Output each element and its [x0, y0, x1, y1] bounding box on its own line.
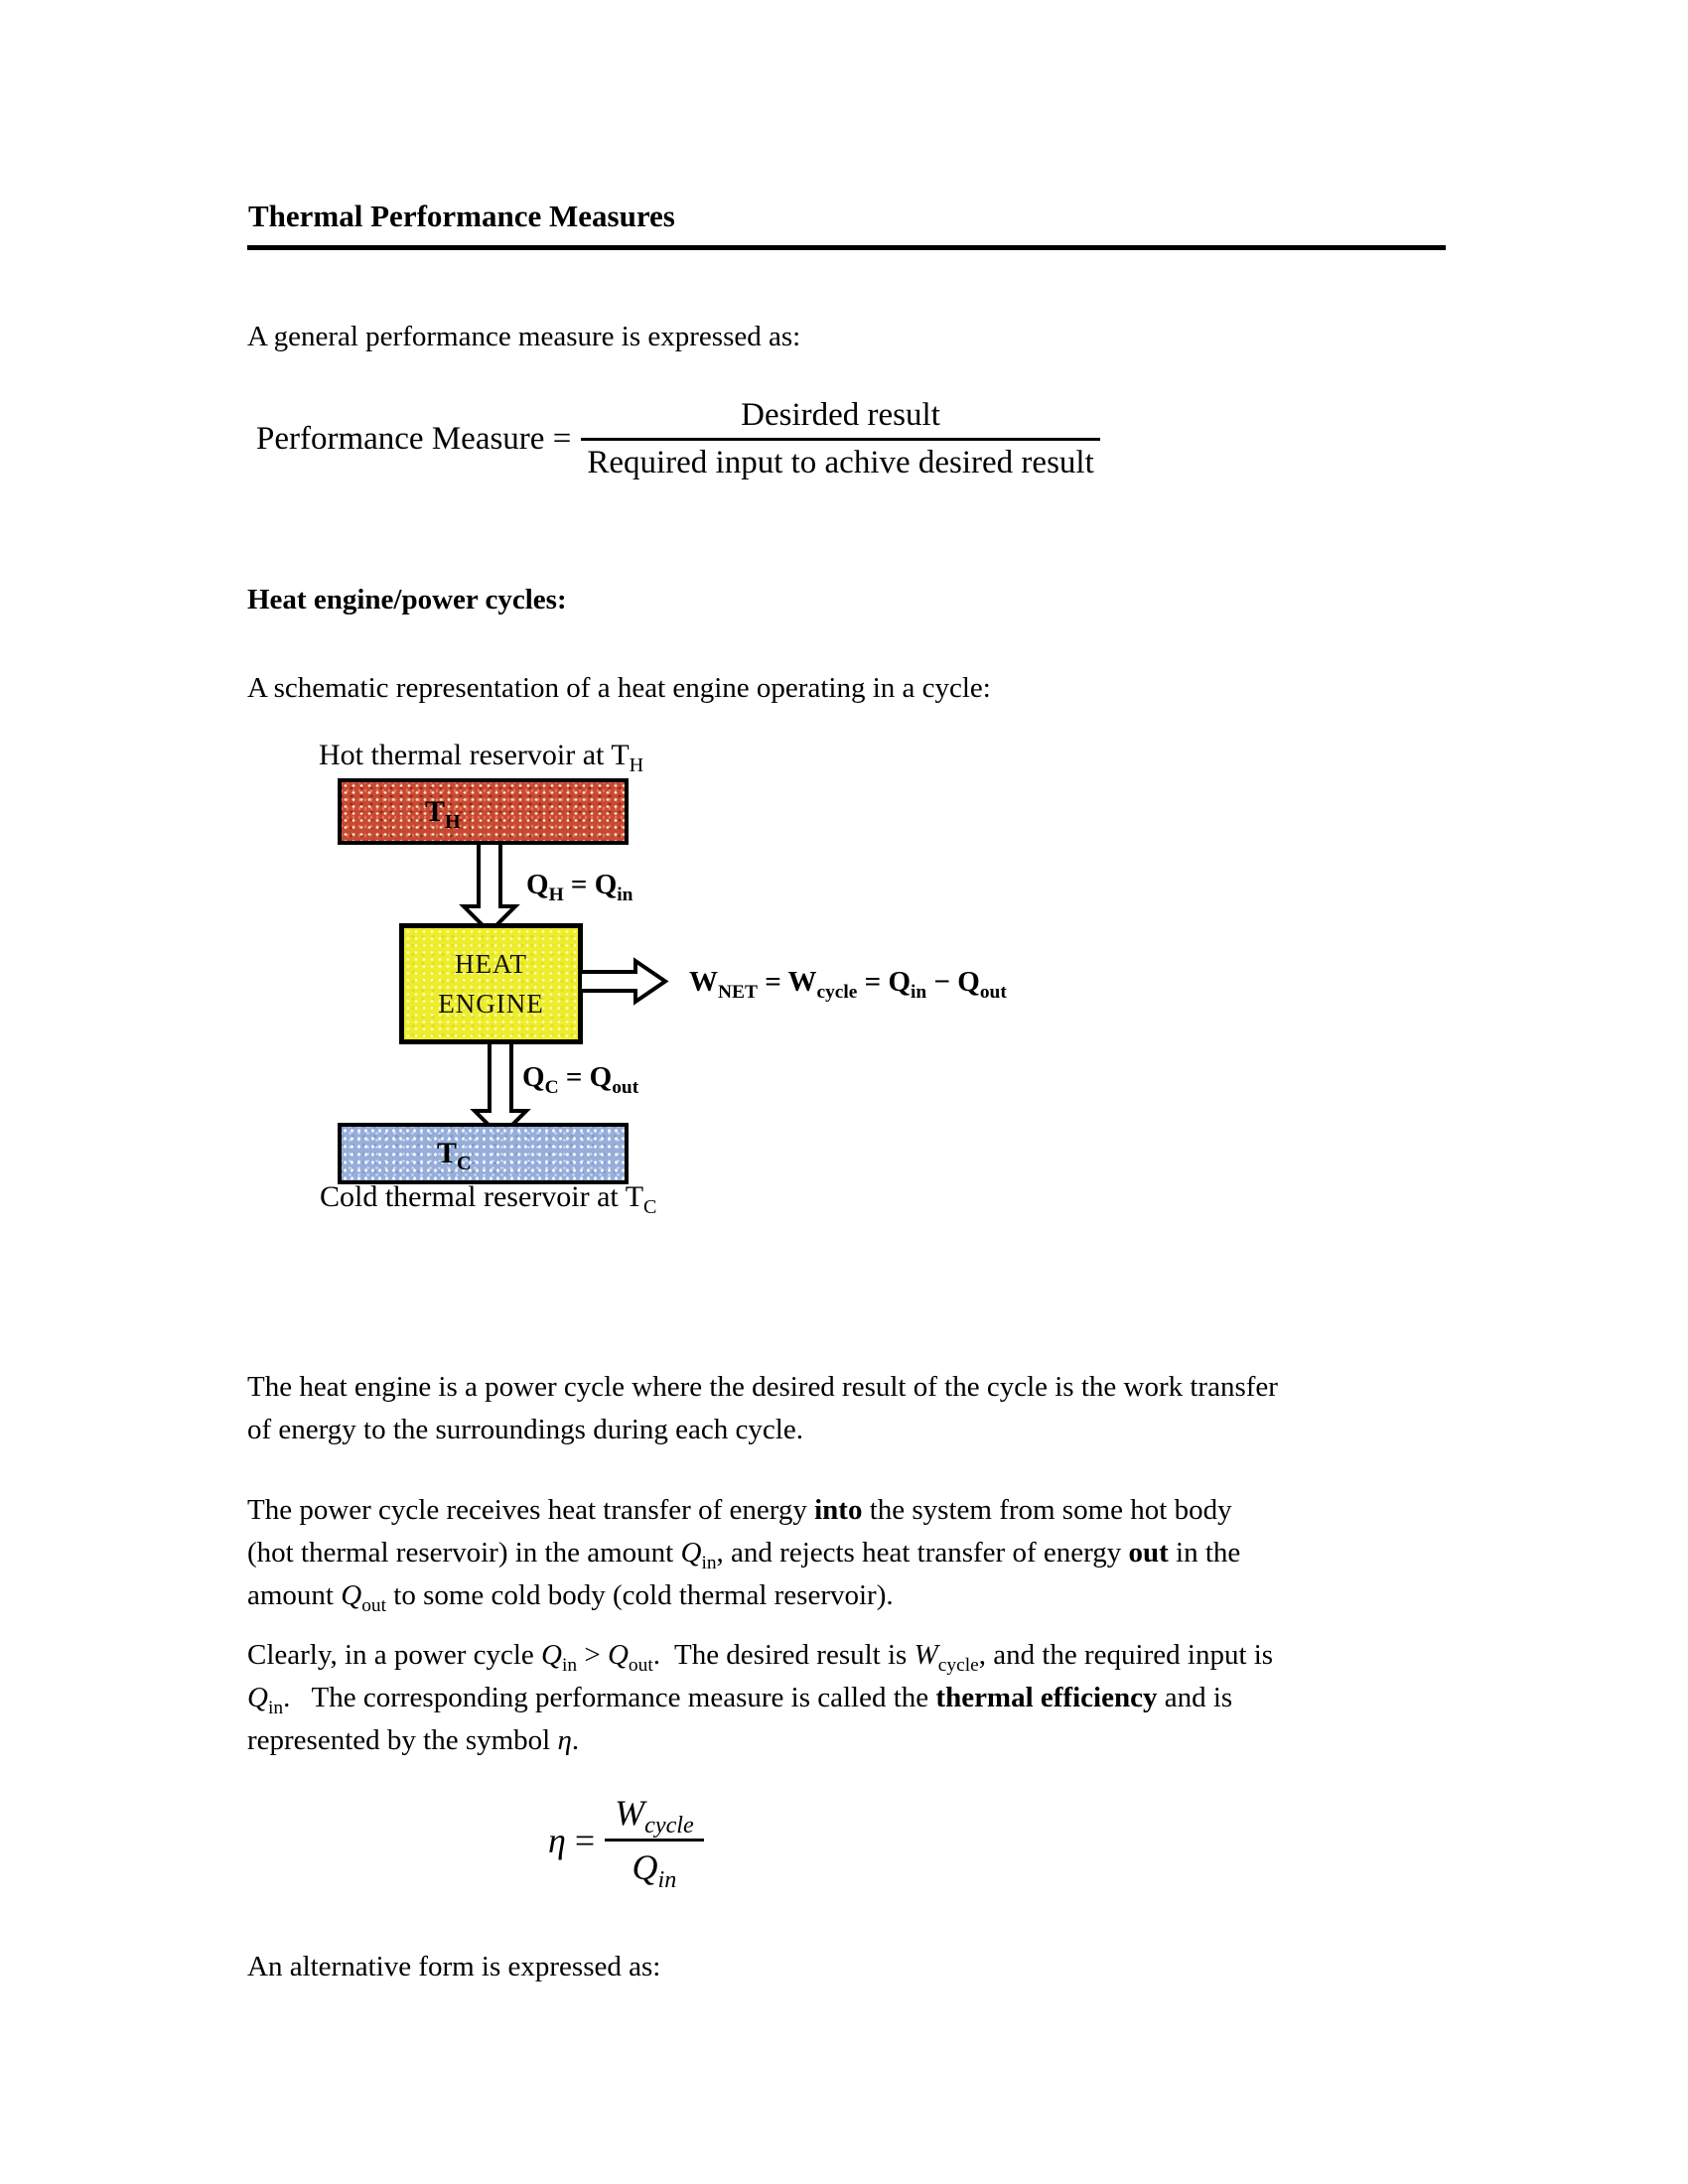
paragraph-2-line-3: amount $Q_{out}$ to some cold body (cold thermal reservoir). [247, 1579, 894, 1616]
paragraph-1 [247, 1366, 1278, 1451]
section-heading: Heat engine/power cycles: [247, 584, 567, 615]
title-rule [247, 245, 1446, 250]
fraction [581, 393, 1099, 485]
paragraph-1-line-2: of energy to the surroundings during each cycle. [247, 1414, 803, 1445]
closing-text: An alternative form is expressed as: [247, 1951, 661, 1982]
page-title: Thermal Performance Measures [248, 199, 675, 233]
heat-engine-label-line2: ENGINE [438, 989, 544, 1019]
schematic-caption: A schematic representation of a heat engine operating in a cycle: [247, 672, 991, 704]
heat-engine-box [399, 923, 583, 1044]
paragraph-1-line-1: The heat engine is a power cycle where the desired result of the cycle is the work transfer [247, 1371, 1278, 1403]
hot-reservoir-label: $T_H$ [425, 794, 461, 833]
intro-text: A general performance measure is expressed as: [247, 321, 801, 352]
heat-in-label: $Q_H = Q_{in}$ [526, 869, 633, 905]
cold-reservoir-box [338, 1123, 629, 1184]
thermal-efficiency-equation [548, 1787, 704, 1893]
hot-reservoir-caption: Hot thermal reservoir at $T_H$ [319, 739, 644, 776]
performance-measure-equation [256, 393, 1100, 485]
cold-reservoir-caption: Cold thermal reservoir at $T_C$ [320, 1180, 657, 1218]
paragraph-2 [247, 1489, 1240, 1617]
hot-reservoir-box [338, 778, 629, 845]
paragraph-3-line-2: $Q_{in}$. The corresponding performance measure is called the thermal efficiency and is [247, 1682, 1233, 1718]
equation-lhs: Performance Measure = [256, 421, 572, 457]
fraction-denominator: Required input to achive desired result [587, 445, 1094, 480]
heat-in-arrow-icon [463, 843, 516, 934]
paragraph-2-line-1: The power cycle receives heat transfer of energy into the system from some hot body [247, 1494, 1232, 1526]
heat-out-label: $Q_C = Q_{out}$ [522, 1061, 639, 1098]
cold-reservoir-label: $T_C$ [437, 1137, 472, 1174]
paragraph-3 [247, 1634, 1273, 1762]
heat-engine-label-line1: HEAT [455, 949, 527, 979]
eta-denominator: $Q_{in}$ [632, 1847, 677, 1894]
eta-fraction [605, 1787, 704, 1893]
eta-lhs: η = [548, 1820, 596, 1860]
eta-numerator: $W_{cycle}$ [615, 1793, 694, 1840]
paragraph-2-line-2: (hot thermal reservoir) in the amount $Q_{in}$, and rejects heat transfer of energy out in the [247, 1537, 1241, 1573]
work-out-arrow-icon [578, 959, 667, 1004]
work-output-equation: $W_{NET} = W_{cycle} = Q_{in} - Q_{out}$ [689, 966, 1007, 1003]
paragraph-3-line-1: Clearly, in a power cycle $Q_{in} > Q_{out}$. The desired result is $W_{cycle}$, and the required input is [247, 1639, 1274, 1676]
fraction-numerator: Desirded result [741, 397, 940, 433]
paragraph-3-line-3: represented by the symbol η. [247, 1724, 580, 1756]
